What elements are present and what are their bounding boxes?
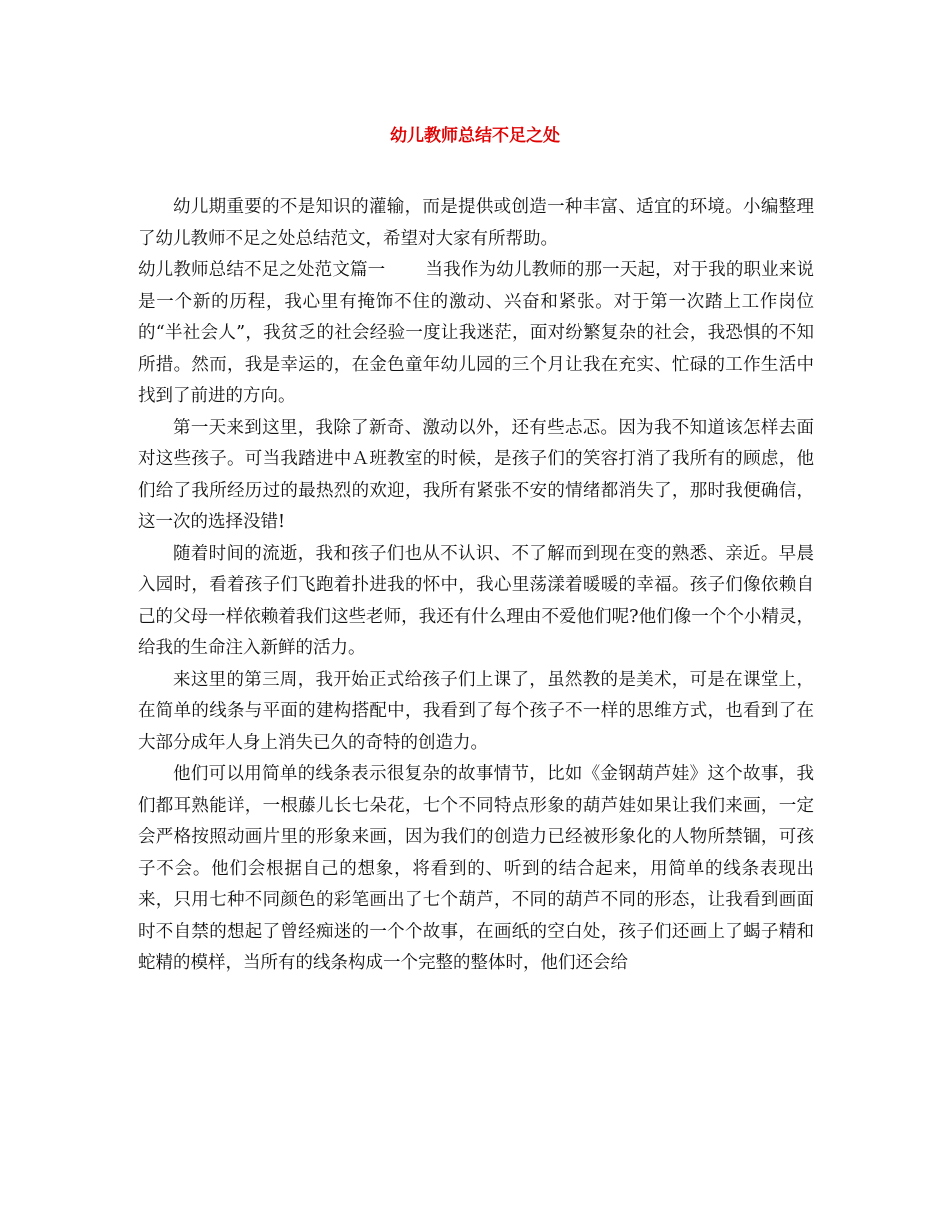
section-heading: 幼儿教师总结不足之处范文篇一 (138, 260, 386, 280)
document-title: 幼儿教师总结不足之处 (390, 126, 560, 146)
body-paragraph: 第一天来到这里，我除了新奇、激动以外，还有些忐忑。因为我不知道该怎样去面对这些孩子。可当我踏进中Ａ班教室的时候，是孩子们的笑容打消了我所有的顾虑，他们给了我所经历过的最热烈的欢迎，我所有紧张不安的情绪都消失了，那时我便确信，这一次的选择没错! (138, 417, 814, 532)
section-first-paragraph: 当我作为幼儿教师的那一天起，对于我的职业来说是一个新的历程，我心里有掩饰不住的激动、兴奋和紧张。对于第一次踏上工作岗位的“半社会人”，我贫乏的社会经验一度让我迷茫，面对纷繁复杂的社会，我恐惧的不知所措。然而，我是幸运的，在金色童年幼儿园的三个月让我在充实、忙碌的工作生活中找到了前进的方向。 (138, 260, 815, 406)
body-paragraph: 他们可以用简单的线条表示很复杂的故事情节，比如《金钢葫芦娃》这个故事，我们都耳熟能详，一根藤儿长七朵花，七个不同特点形象的葫芦娃如果让我们来画，一定会严格按照动画片里的形象来画，因为我们的创造力已经被形象化的人物所禁锢，可孩子不会。他们会根据自己的想象，将看到的、听到的结合起来，用简单的线条表现出来，只用七种不同颜色的彩笔画出了七个葫芦，不同的葫芦不同的形态，让我看到画面时不自禁的想起了曾经痴迷的一个个故事，在画纸的空白处，孩子们还画上了蝎子精和蛇精的模样，当所有的线条构成一个完整的整体时，他们还会给 (138, 764, 814, 973)
intro-paragraph: 幼儿期重要的不是知识的灌输，而是提供或创造一种丰富、适宜的环境。小编整理了幼儿教师不足之处总结范文，希望对大家有所帮助。 (138, 197, 814, 249)
body-paragraph: 随着时间的流逝，我和孩子们也从不认识、不了解而到现在变的熟悉、亲近。早晨入园时，看着孩子们飞跑着扑进我的怀中，我心里荡漾着暖暖的幸福。孩子们像依赖自己的父母一样依赖着我们这些老师，我还有什么理由不爱他们呢?他们像一个个小精灵，给我的生命注入新鲜的活力。 (138, 543, 814, 658)
section-paragraph (138, 255, 814, 413)
body-paragraph: 来这里的第三周，我开始正式给孩子们上课了，虽然教的是美术，可是在课堂上，在简单的线条与平面的建构搭配中，我看到了每个孩子不一样的思维方式，也看到了在大部分成年人身上消失已久的奇特的创造力。 (138, 669, 814, 753)
document-body (138, 192, 814, 980)
